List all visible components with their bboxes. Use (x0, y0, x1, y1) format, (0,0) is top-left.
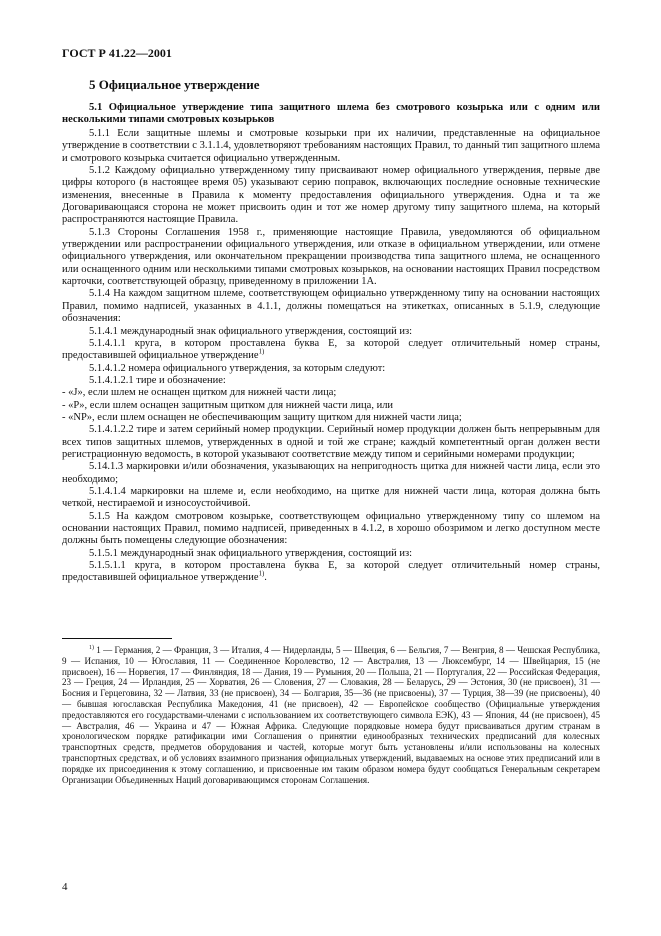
paragraph-5-1-4-1-1 (62, 338, 600, 363)
paragraph-5-1-4-1-2: 5.1.4.1.2 номера официального утверждения, за которым следуют: (89, 362, 386, 374)
paragraph-5-1-4-1: 5.1.4.1 международный знак официального утверждения, состоящий из: (89, 325, 413, 337)
list-item-np: - «NP», если шлем оснащен не обеспечивающим защиту щитком для нижней части лица; (62, 411, 462, 423)
paragraph-5-1-4: 5.1.4 На каждом защитном шлеме, соответствующем официально утвержденному типу на основании настоящих Правил, помимо надписей, указанных в 4.1.1, должны помещаться на этикетках, описанных в 5.1.9, следующие обозначения: (62, 288, 600, 325)
section-title: 5 Официальное утверждение (89, 77, 260, 92)
paragraph-5-1-4-1-2-2: 5.1.4.1.2.2 тире и затем серийный номер продукции. Серийный номер продукции должен быть непрерывным для всех типов защитных шлемов, утвержденных в одной и той же стране; каждый компетентный орган должен вести регистрационную ведомость, в которой указывают соответствие между типом и серийными номерами продукции; (62, 424, 600, 460)
document-header: ГОСТ Р 41.22—2001 (62, 46, 172, 60)
paragraph-5-14-1-3: 5.14.1.3 маркировки и/или обозначения, указывающих на непригодность щитка для нижней части лица, если это необходимо; (62, 461, 600, 485)
list-item-p: - «P», если шлем оснащен защитным щитком для нижней части лица, или (62, 399, 394, 411)
paragraph-5-1-5: 5.1.5 На каждом смотровом козырьке, соответствующем официально утвержденному типу со шлемом на основании настоящих Правил, помимо надписей, приведенных в 4.1.2, в хорошо обозримом и легко доступном месте должны быть помещены следующие обозначения: (62, 510, 600, 547)
paragraph-5-1-5-1: 5.1.5.1 международный знак официального утверждения, состоящий из: (89, 547, 413, 559)
paragraph-5-1-1: 5.1.1 Если защитные шлемы и смотровые козырьки при их наличии, представленные на официальное утверждение в соответствии с 3.1.1.4, удовлетворяют требованиям настоящих Правил, то данный тип защитного шлема и смотрового козырька считается официально утвержденным. (62, 128, 600, 164)
paragraph-5-1-4-1-4: 5.1.4.1.4 маркировки на шлеме и, если необходимо, на щитке для нижней части лица, которая должна быть четкой, нестираемой и износоустойчивой. (62, 485, 600, 510)
body-text (62, 128, 600, 585)
footnote-divider (62, 638, 172, 639)
footnote-ref: 1) (258, 570, 265, 578)
footnote-mark: 1) (89, 644, 94, 651)
paragraph-5-1-5-1-1: 5.1.5.1.1 круга, в котором проставлена буква Е, за которой следует отличительный номер страны, предоставившей официальное утверждение$^{1)}$. (62, 560, 600, 584)
paragraph-5-1-2: 5.1.2 Каждому официально утвержденному типу присваивают номер официального утверждения, первые две цифры которого (в настоящее время 05) указывают серию поправок, включающих последние основные технические изменения, внесенные в Правила к моменту предоставления официального утверждения. Одна и та же Договаривающаяся сторона не может присвоить один и тот же номер другому типу защитного шлема, на который распространяются настоящие Правила. (62, 165, 600, 226)
footnote (62, 645, 600, 785)
footnote-text: 1 — Германия, 2 — Франция, 3 — Италия, 4 — Нидерланды, 5 — Швеция, 6 — Бельгия, 7 — Венгрия, 8 — Чешская Республика, 9 — Испания, 10 — Югославия, 11 — Соединенное Королевство, 12 — Австралия, 13 — Люксембург, 14 — Швейцария, 15 (не присвоен), 16 — Норвегия, 17 — Финляндия, 18 — Дания, 19 — Румыния, 20 — Польша, 21 — Португалия, 22 — Российская Федерация, 23 — Греция, 24 — Ирландия, 25 — Хорватия, 26 — Словения, 27 — Словакия, 28 — Беларусь, 29 — Эстония, 30 (не присвоен), 31 — Босния и Герцеговина, 32 — Латвия, 33 (не присвоен), 34 — Болгария, 35—36 (не присвоены), 37 — Турция, 38—39 (не присвоены), 40 — бывшая югославская Республика Македония, 41 (не присвоен), 42 — Европейское сообщество (Официальные утверждения предоставляются его государствами-членами с использованием их соответствующего символа ЕЭК), 43 — Япония, 44 (не присвоен), 45 — Австралия, 46 — Украина и 47 — Южная Африка. Следующие порядковые номера будут присваиваться другим странам в хронологическом порядке ратификации ими Соглашения о принятии единообразных технических предписаний для колесных транспортных средств, предметов оборудования и частей, которые могут быть установлены и/или использованы на колесных транспортных средствах, и об условиях взаимного признания официальных утверждений, выдаваемых на основе этих предписаний или в порядке их присоединения к этому соглашению, и присвоенные им таким образом номера будут сообщаться Генеральным секретарем Организации Объединенных Наций договаривающимся сторонам Соглашения. (62, 645, 601, 785)
footnote-ref: 1) (258, 348, 265, 356)
paragraph-text: 5.1.4.1.1 круга, в котором проставлена буква Е, за которой следует отличительный номер страны, предоставившей официальное утверждение (62, 337, 600, 362)
subsection-title: 5.1 Официальное утверждение типа защитного шлема без смотрового козырька или с одним или несколькими типами смотровых козырьков (62, 102, 600, 126)
paragraph-text: 5.1.5.1.1 круга, в котором проставлена буква Е, за которой следует отличительный номер страны, предоставившей официальное утверждение (62, 560, 600, 584)
paragraph-5-1-3: 5.1.3 Стороны Соглашения 1958 г., применяющие настоящие Правила, уведомляются об официальном утверждении или распространении официального утверждения, или отказе в официальном утверждении, или отмене официального утверждения, или окончательном прекращении производства типа защитного шлема, не оснащенного или оснащенного одним или несколькими типами смотровых козырьков, на основании настоящих Правил посредством карточки, соответствующей образцу, приведенному в приложении 1А. (62, 226, 600, 288)
page-number: 4 (62, 881, 68, 893)
list-item-j: - «J», если шлем не оснащен щитком для нижней части лица; (62, 387, 337, 399)
paragraph-5-1-4-1-2-1: 5.1.4.1.2.1 тире и обозначение: (89, 374, 226, 386)
